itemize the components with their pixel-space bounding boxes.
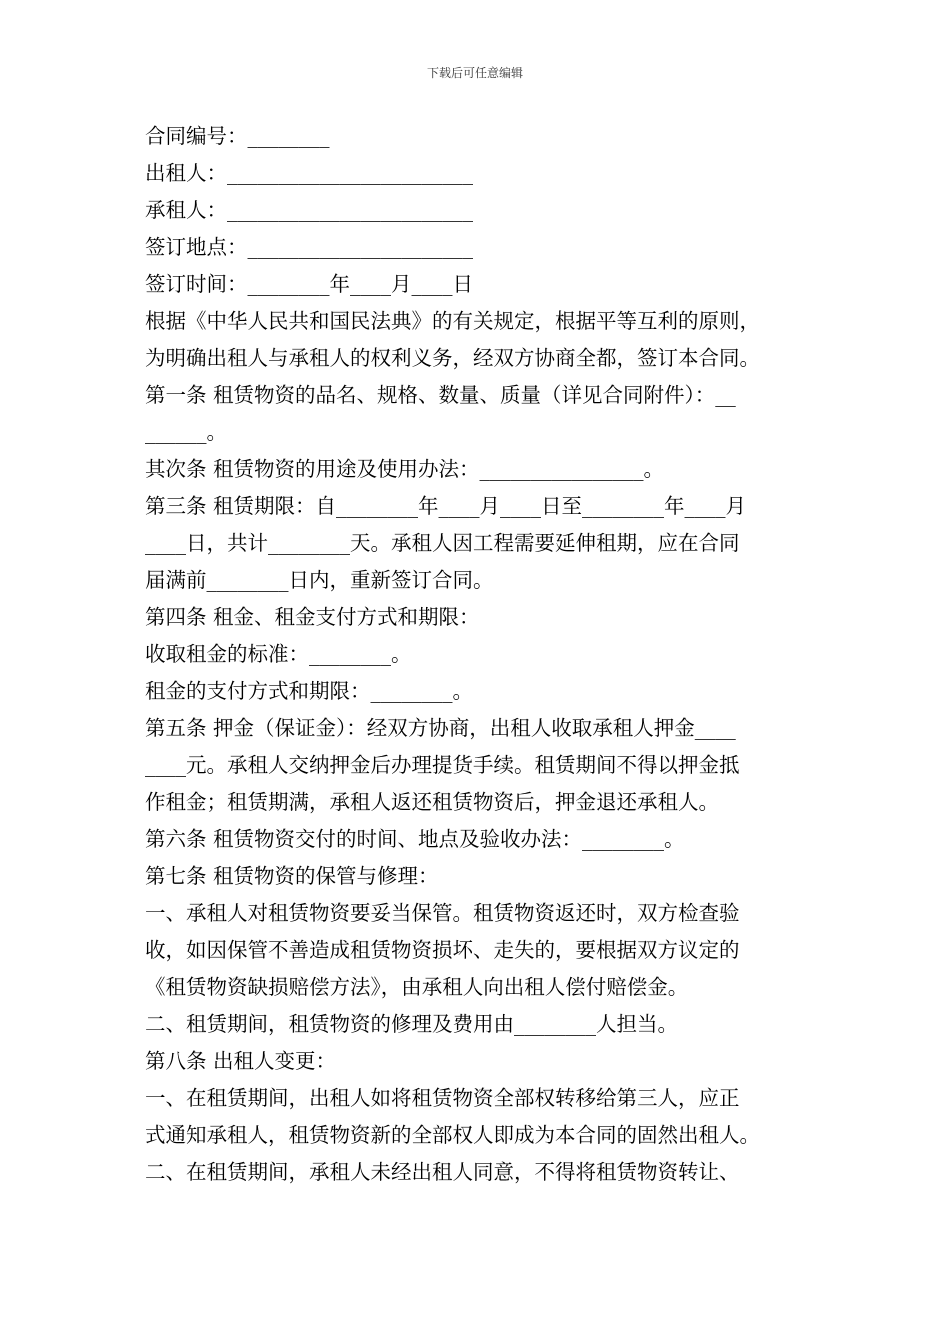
contract-body [145, 118, 825, 1191]
rent-payment-line: 租金的支付方式和期限：________。 [145, 679, 473, 703]
article-7-clause-2-line: 二、租赁期间，租赁物资的修理及费用由________人担当。 [145, 1012, 678, 1036]
article-8-heading: 第八条 出租人变更： [145, 1049, 337, 1073]
article-7-clause-1-line-1: 一、承租人对租赁物资要妥当保管。租赁物资返还时，双方检查验 [145, 901, 740, 925]
page-header: 下载后可任意编辑 [426, 66, 523, 80]
article-7-clause-1-line-2: 收，如因保管不善造成租赁物资损坏、走失的，要根据双方议定的 [145, 938, 740, 962]
article-2-line: 其次条 租赁物资的用途及使用办法：________________。 [145, 457, 665, 481]
article-1-line-2: ______。 [145, 420, 227, 444]
article-7-heading: 第七条 租赁物资的保管与修理： [145, 864, 439, 888]
preamble-line-2: 为明确出租人与承租人的权利义务，经双方协商全都，签订本合同。 [145, 346, 760, 370]
article-8-clause-1-line-1: 一、在租赁期间，出租人如将租赁物资全部权转移给第三人，应正 [145, 1086, 740, 1110]
signing-date-line: 签订时间：________年____月____日 [145, 272, 473, 296]
contract-number-line: 合同编号：________ [145, 124, 330, 148]
article-6-line: 第六条 租赁物资交付的时间、地点及验收办法：________。 [145, 827, 685, 851]
article-5-line-2: ____元。承租人交纳押金后办理提货手续。租赁期间不得以押金抵 [145, 753, 740, 777]
article-8-clause-2-line-1: 二、在租赁期间，承租人未经出租人同意，不得将租赁物资转让、 [145, 1160, 740, 1184]
preamble-line-1: 根据《中华人民共和国民法典》的有关规定，根据平等互利的原则， [145, 309, 760, 333]
article-5-line-3: 作租金；租赁期满，承租人返还租赁物资后，押金退还承租人。 [145, 790, 719, 814]
lessor-line: 出租人：________________________ [145, 161, 473, 185]
lessee-line: 承租人：________________________ [145, 198, 473, 222]
signing-place-line: 签订地点：______________________ [145, 235, 473, 259]
article-8-clause-1-line-2: 式通知承租人，租赁物资新的全部权人即成为本合同的固然出租人。 [145, 1123, 760, 1147]
article-1-line-1: 第一条 租赁物资的品名、规格、数量、质量（详见合同附件）：__ [145, 383, 736, 407]
article-3-line-2: ____日，共计________天。承租人因工程需要延伸租期，应在合同 [145, 531, 740, 555]
rent-standard-line: 收取租金的标准：________。 [145, 642, 412, 666]
article-3-line-3: 届满前________日内，重新签订合同。 [145, 568, 494, 592]
article-3-line-1: 第三条 租赁期限：自________年____月____日至________年____月 [145, 494, 747, 518]
article-4-heading: 第四条 租金、租金支付方式和期限： [145, 605, 480, 629]
article-5-line-1: 第五条 押金（保证金）：经双方协商，出租人收取承租人押金____ [145, 716, 736, 740]
article-7-clause-1-line-3: 《租赁物资缺损赔偿方法》，由承租人向出租人偿付赔偿金。 [145, 975, 689, 999]
